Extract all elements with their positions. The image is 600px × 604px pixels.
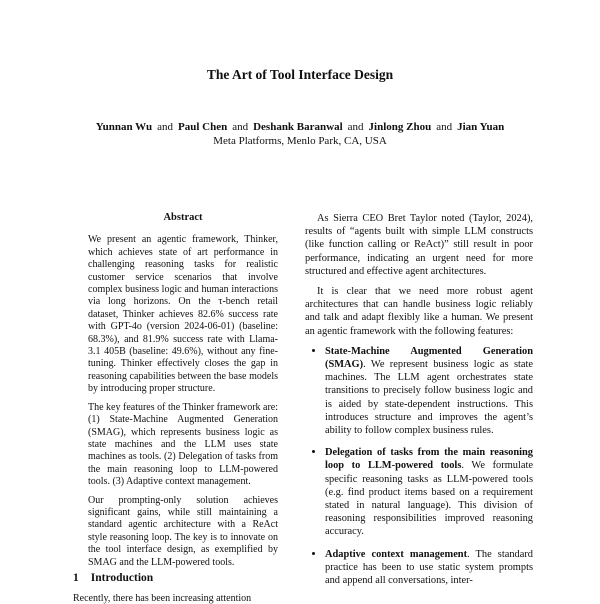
intro-paragraph: As Sierra CEO Bret Taylor noted (Taylor, 2024), results of “agents built with simple LLM constructs (like function calling or ReAct)” still result in poor performance, indicating an urgent need for more structured and effective agent architectures. [305,213,533,277]
author-name: Jinlong Zhou [368,121,432,133]
list-item [325,446,533,538]
affiliation: Meta Platforms, Menlo Park, CA, USA [213,135,387,147]
feature-list [305,345,533,587]
author-separator: and [232,121,249,133]
feature-description: . We represent business logic as state machines. The LLM agent orchestrates state transitions to precisely follow business logic and is aided by state-dependent instructions. This introduces structure and improves the agent’s ability to follow complex business rules. [325,359,533,437]
author-separator: and [347,121,364,133]
abstract-paragraph: The key features of the Thinker framework are: (1) State-Machine Augmented Generation (SMAG), which represents business logic as state machines and the LLM uses state machines as tools. (2) Delegation of tasks from the main reasoning loop to LLM-powered tools. (3) Adaptive context management. [88,401,279,488]
author-name: Jian Yuan [457,121,505,133]
author-name: Yunnan Wu [95,121,153,133]
left-column [88,212,278,575]
abstract-heading: Abstract [163,212,203,223]
feature-name: Delegation of tasks from the main reasoning loop to LLM-powered tools [325,447,533,472]
feature-name: State-Machine Augmented Generation (SMAG) [325,345,533,371]
author-name: Deshank Baranwal [253,121,343,133]
list-item [325,345,533,437]
author-list [0,121,600,134]
paper-title: The Art of Tool Interface Design [206,67,394,82]
author-separator: and [436,121,453,133]
author-name: Paul Chen [177,121,228,133]
list-item [325,548,533,588]
abstract-paragraph: Our prompting-only solution achieves significant gains, while still maintaining a standard agentic architecture with a ReAct style reasoning loop. The key is to innovate on the tool interface design, as exemplified by SMAG and the LLM-powered tools. [88,494,278,568]
right-column [305,212,533,596]
body-text-line: Recently, there has been increasing attention [73,593,252,604]
author-separator: and [157,121,173,133]
section-number: 1 [73,572,79,584]
section-title: Introduction [90,572,154,584]
feature-description: . The standard practice has been to use static system prompts and append all conversations, inter- [325,548,533,587]
intro-paragraph: It is clear that we need more robust agent architectures that can handle business logic reliably and talk and adapt flexibly like a human. We present an agentic framework with the following features: [305,286,533,337]
feature-description: . We formulate specific reasoning tasks as LLM-powered tools (e.g. find product items based on a requirement stated in natural language). This division of reasoning responsibilities improved reasoning accuracy. [325,460,533,538]
feature-name: Adaptive context management [325,548,468,560]
abstract-paragraph: We present an agentic framework, Thinker, which achieves state of art performance in challenging reasoning tasks for realistic customer service scenarios that involve complex business logic and human interactions via long horizons. On the τ-bench retail dataset, Thinker achieves 82.6% success rate with GPT-4o (version 2024-06-01) (baseline: 68.3%), and 81.9% success rate with Llama-3.1 405B (baseline: 49.6%), without any fine-tuning. Thinker effectively closes the gap in reasoning capabilities between the base models by introducing proper structure. [88,234,278,395]
section-heading [73,572,153,584]
